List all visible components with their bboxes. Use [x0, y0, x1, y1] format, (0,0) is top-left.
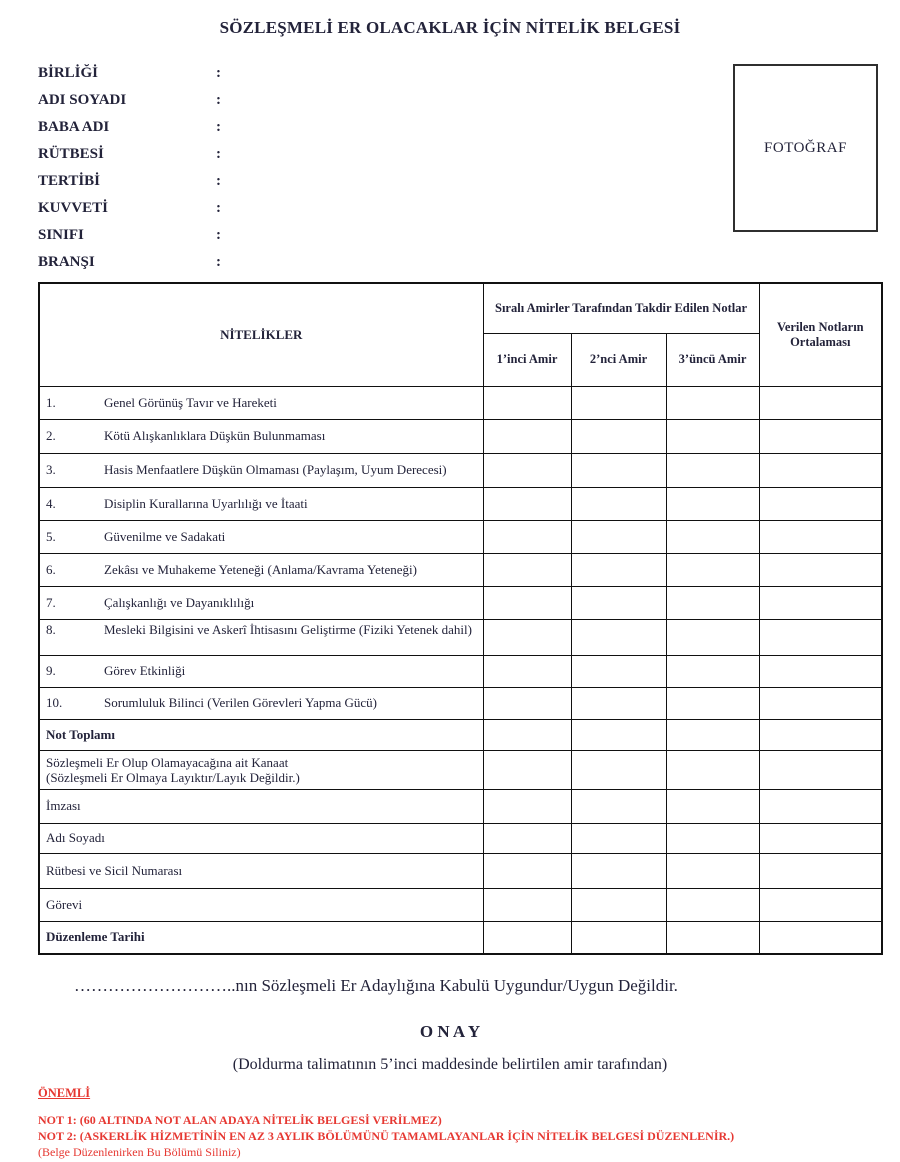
- score-cell: [571, 823, 666, 853]
- average-cell: [759, 921, 882, 954]
- average-cell: [759, 487, 882, 520]
- row-label-cell: [39, 655, 483, 687]
- table-row: [39, 619, 882, 655]
- average-cell: [759, 453, 882, 487]
- row-number: 4.: [46, 495, 56, 511]
- table-row-duzenleme-tarihi: [39, 921, 882, 954]
- row-label-line2: (Sözleşmeli Er Olmaya Layıktır/Layık Değildir.): [46, 769, 300, 785]
- table-row: [39, 553, 882, 586]
- row-number: 3.: [46, 462, 56, 477]
- row-label-cell: [39, 823, 483, 853]
- average-cell: [759, 553, 882, 586]
- table-row: [39, 655, 882, 687]
- row-label: Düzenleme Tarihi: [46, 929, 145, 945]
- field-label: ADI SOYADI: [38, 92, 127, 108]
- row-label: Rütbesi ve Sicil Numarası: [46, 862, 183, 878]
- score-cell: [666, 553, 759, 586]
- score-cell: [666, 386, 759, 419]
- average-cell: [759, 853, 882, 888]
- row-label-cell: [39, 789, 483, 823]
- table-row: [39, 453, 882, 487]
- score-cell: [483, 853, 571, 888]
- note-2-text: (ASKERLİK HİZMETİNİN EN AZ 3 AYLIK BÖLÜMÜNÜ TAMAMLAYANLAR İÇİN NİTELİK BELGESİ DÜZENLENİR.): [76, 1129, 735, 1143]
- field-colon: :: [216, 227, 221, 243]
- score-cell: [483, 520, 571, 553]
- row-label-cell: [39, 453, 483, 487]
- score-cell: [483, 719, 571, 750]
- average-cell: [759, 419, 882, 453]
- header-group-notlar: Sıralı Amirler Tarafından Takdir Edilen Notlar: [483, 283, 759, 333]
- row-label-cell: [39, 520, 483, 553]
- score-cell: [666, 453, 759, 487]
- row-label: Disiplin Kurallarına Uyarlılığı ve İtaati: [104, 495, 308, 511]
- score-cell: [571, 655, 666, 687]
- average-cell: [759, 687, 882, 719]
- field-colon: :: [216, 146, 221, 162]
- note-1: [38, 1112, 734, 1128]
- table-row-not-toplami: [39, 719, 882, 750]
- row-label: Çalışkanlığı ve Dayanıklılığı: [104, 594, 255, 610]
- score-cell: [483, 453, 571, 487]
- score-cell: [666, 419, 759, 453]
- photo-label: FOTOĞRAF: [764, 139, 847, 156]
- row-number: 9.: [46, 663, 56, 678]
- acceptance-statement: ………………………..nın Sözleşmeli Er Adaylığına Kabulü Uygundur/Uygun Değildir.: [74, 976, 678, 995]
- row-label: Mesleki Bilgisini ve Askerî İhtisasını Geliştirme (Fiziki Yetenek dahil): [104, 621, 472, 637]
- field-kuvveti: [38, 195, 228, 222]
- row-number: 6.: [46, 561, 56, 577]
- field-adi-soyadi: [38, 87, 228, 114]
- score-cell: [483, 619, 571, 655]
- average-cell: [759, 719, 882, 750]
- field-sinifi: [38, 222, 228, 249]
- row-number: 2.: [46, 428, 56, 443]
- table-row: [39, 586, 882, 619]
- row-number: 5.: [46, 528, 56, 544]
- table-row-imzasi: [39, 789, 882, 823]
- field-colon: :: [216, 254, 221, 270]
- field-rutbesi: [38, 141, 228, 168]
- score-cell: [571, 386, 666, 419]
- row-label: Adı Soyadı: [46, 830, 105, 845]
- row-label: Zekâsı ve Muhakeme Yeteneği (Anlama/Kavrama Yeteneği): [104, 561, 417, 577]
- field-colon: :: [216, 92, 221, 108]
- note-2-label: NOT 2:: [38, 1129, 77, 1143]
- row-label: Güvenilme ve Sadakati: [104, 528, 226, 544]
- important-label: ÖNEMLİ: [38, 1086, 91, 1100]
- qualities-table: [38, 282, 883, 955]
- field-label: BRANŞI: [38, 254, 95, 270]
- row-label-cell: [39, 619, 483, 655]
- table-row: [39, 419, 882, 453]
- score-cell: [666, 655, 759, 687]
- score-cell: [483, 687, 571, 719]
- row-number: 8.: [46, 621, 56, 637]
- score-cell: [483, 888, 571, 921]
- table-row: [39, 520, 882, 553]
- score-cell: [483, 655, 571, 687]
- field-bransi: [38, 249, 228, 276]
- field-baba-adi: [38, 114, 228, 141]
- score-cell: [666, 888, 759, 921]
- row-label-cell: [39, 553, 483, 586]
- row-label: Sözleşmeli Er Olup Olamayacağına ait Kanaat: [46, 754, 289, 770]
- note-2: [38, 1128, 734, 1144]
- row-number: 1.: [46, 394, 56, 410]
- note-1-text: (60 ALTINDA NOT ALAN ADAYA NİTELİK BELGESİ VERİLMEZ): [76, 1113, 442, 1127]
- field-label: KUVVETİ: [38, 200, 109, 216]
- score-cell: [571, 520, 666, 553]
- score-cell: [571, 888, 666, 921]
- score-cell: [483, 789, 571, 823]
- score-cell: [666, 687, 759, 719]
- score-cell: [571, 586, 666, 619]
- table-row: [39, 687, 882, 719]
- row-label: Genel Görünüş Tavır ve Hareketi: [104, 394, 277, 410]
- average-cell: [759, 789, 882, 823]
- table-row-gorevi: [39, 888, 882, 921]
- row-label: Sorumluluk Bilinci (Verilen Görevleri Yapma Gücü): [104, 695, 377, 710]
- field-colon: :: [216, 65, 221, 81]
- row-label-cell: [39, 921, 483, 954]
- row-label: Not Toplamı: [46, 726, 115, 742]
- row-label: Görev Etkinliği: [104, 663, 186, 678]
- field-birligi: [38, 60, 228, 87]
- average-cell: [759, 750, 882, 789]
- score-cell: [483, 487, 571, 520]
- note-1-label: NOT 1:: [38, 1113, 77, 1127]
- score-cell: [666, 586, 759, 619]
- field-tertibi: [38, 168, 228, 195]
- identity-fields: [38, 60, 228, 276]
- field-label: TERTİBİ: [38, 173, 100, 189]
- row-label: Kötü Alışkanlıklara Düşkün Bulunmaması: [104, 428, 326, 443]
- score-cell: [571, 921, 666, 954]
- row-label-cell: [39, 719, 483, 750]
- row-label-cell: [39, 487, 483, 520]
- row-label-cell: [39, 888, 483, 921]
- table-row-adi-soyadi: [39, 823, 882, 853]
- table-row-rutbesi-sicil: [39, 853, 882, 888]
- score-cell: [666, 789, 759, 823]
- row-label: Hasis Menfaatlere Düşkün Olmaması (Paylaşım, Uyum Derecesi): [104, 462, 447, 477]
- score-cell: [571, 719, 666, 750]
- field-colon: :: [216, 173, 221, 189]
- row-label-cell: [39, 419, 483, 453]
- average-cell: [759, 888, 882, 921]
- average-cell: [759, 655, 882, 687]
- row-number: 7.: [46, 594, 56, 610]
- row-label: Görevi: [46, 896, 83, 912]
- score-cell: [571, 619, 666, 655]
- row-label-cell: [39, 750, 483, 789]
- score-cell: [571, 553, 666, 586]
- note-3: (Belge Düzenlenirken Bu Bölümü Siliniz): [38, 1145, 241, 1159]
- header-qualities: NİTELİKLER: [39, 283, 483, 386]
- header-amir-2: 2’nci Amir: [571, 333, 666, 386]
- photo-placeholder-box: [733, 64, 878, 232]
- page-title: SÖZLEŞMELİ ER OLACAKLAR İÇİN NİTELİK BELGESİ: [219, 18, 681, 37]
- score-cell: [483, 419, 571, 453]
- row-label-cell: [39, 386, 483, 419]
- row-number: 10.: [46, 695, 63, 710]
- average-cell: [759, 520, 882, 553]
- row-label-cell: [39, 853, 483, 888]
- table-row-kanaat: [39, 750, 882, 789]
- average-cell: [759, 823, 882, 853]
- score-cell: [571, 789, 666, 823]
- field-colon: :: [216, 200, 221, 216]
- average-cell: [759, 619, 882, 655]
- row-label-cell: [39, 687, 483, 719]
- score-cell: [483, 921, 571, 954]
- score-cell: [571, 687, 666, 719]
- score-cell: [571, 487, 666, 520]
- approval-subtext: (Doldurma talimatının 5’inci maddesinde belirtilen amir tarafından): [232, 1056, 668, 1073]
- score-cell: [571, 750, 666, 789]
- table-row: [39, 487, 882, 520]
- score-cell: [483, 586, 571, 619]
- score-cell: [666, 823, 759, 853]
- field-label: BABA ADI: [38, 119, 110, 135]
- row-label: İmzası: [46, 798, 81, 813]
- field-label: RÜTBESİ: [38, 146, 104, 162]
- field-colon: :: [216, 119, 221, 135]
- field-label: SINIFI: [38, 227, 84, 243]
- score-cell: [483, 823, 571, 853]
- header-average: Verilen Notların Ortalaması: [759, 283, 882, 386]
- score-cell: [483, 386, 571, 419]
- header-amir-3: 3’üncü Amir: [666, 333, 759, 386]
- score-cell: [666, 853, 759, 888]
- score-cell: [666, 487, 759, 520]
- field-label: BİRLİĞİ: [38, 65, 99, 81]
- score-cell: [483, 553, 571, 586]
- notes-block: [38, 1112, 734, 1160]
- score-cell: [666, 719, 759, 750]
- header-amir-1: 1’inci Amir: [483, 333, 571, 386]
- score-cell: [571, 853, 666, 888]
- score-cell: [571, 419, 666, 453]
- score-cell: [571, 453, 666, 487]
- score-cell: [666, 750, 759, 789]
- average-cell: [759, 386, 882, 419]
- score-cell: [483, 750, 571, 789]
- approval-heading: O N A Y: [419, 1022, 481, 1041]
- table-row: [39, 386, 882, 419]
- average-cell: [759, 586, 882, 619]
- score-cell: [666, 520, 759, 553]
- row-label-cell: [39, 586, 483, 619]
- score-cell: [666, 921, 759, 954]
- score-cell: [666, 619, 759, 655]
